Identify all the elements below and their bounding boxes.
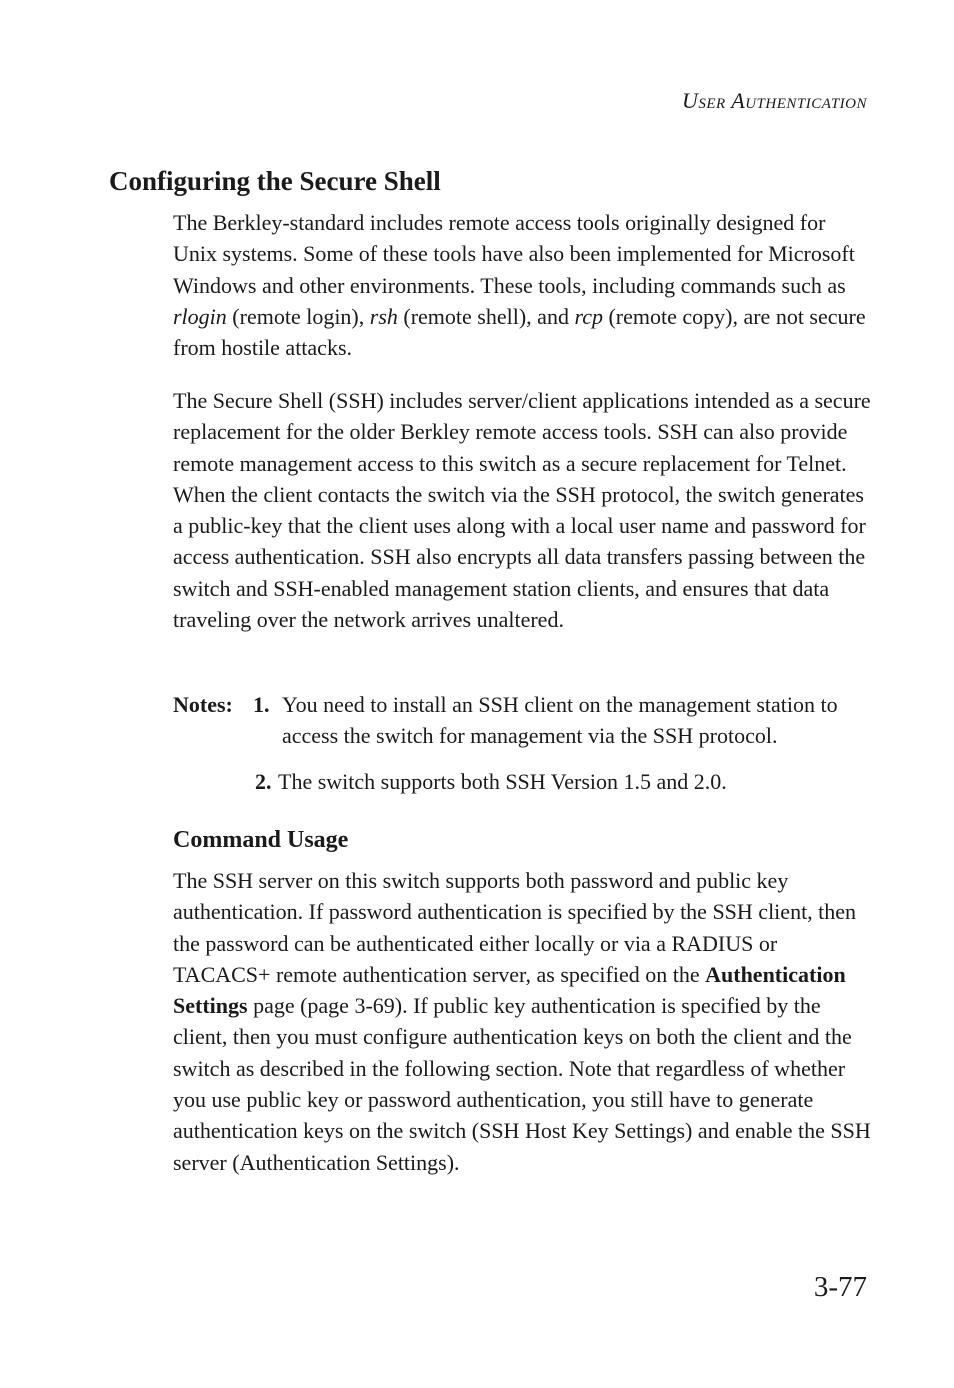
command-usage-paragraph — [173, 865, 873, 1178]
running-header: User Authentication — [681, 88, 867, 113]
note-number: 2. — [255, 769, 272, 794]
usage-text-2: page (page 3-69). If public key authentication is specified by the client, then you must configure authentication keys on both the client and the switch as described in the following section. Note that regardless of whether you use public key or password authentication, you still have to generate authentication keys on the switch (SSH Host Key Settings) and enable the SSH server (Authentication Settings). — [173, 993, 871, 1175]
para1-text-1: The Berkley-standard includes remote access tools originally designed for Unix systems. Some of these tools have also been implemented for Microsoft Windows and other environments. These tools, including commands such as — [173, 210, 855, 298]
section-title: Configuring the Secure Shell — [109, 166, 441, 196]
rlogin-command: rlogin — [173, 303, 227, 329]
ssh-description-paragraph: The Secure Shell (SSH) includes server/client applications intended as a secure replacement for the older Berkley remote access tools. SSH can also provide remote management access to this switch as a secure replacement for Telnet. When the client contacts the switch via the SSH protocol, the switch generates a public-key that the client uses along with a local user name and password for access authentication. SSH also encrypts all data transfers passing between the switch and SSH-enabled management station clients, and ensures that data traveling over the network arrives unaltered. — [173, 388, 871, 633]
rsh-command: rsh — [369, 303, 398, 329]
notes-block — [173, 689, 873, 798]
usage-text-1: The SSH server on this switch supports both password and public key authentication. If password authentication is specified by the SSH client, then the password can be authenticated either locally or via a RADIUS or TACACS+ remote authentication server, as specified on the — [173, 868, 857, 987]
rcp-command: rcp — [574, 303, 603, 329]
authentication-settings-reference: Authentication Settings — [173, 961, 846, 1019]
note-number: 1. — [253, 692, 270, 717]
note-item — [173, 766, 873, 798]
intro-paragraph — [173, 207, 873, 363]
subsection-title: Command Usage — [173, 827, 349, 853]
notes-label: Notes: — [173, 692, 233, 717]
note-text: You need to install an SSH client on the management station to access the switch for management via the SSH protocol. — [282, 692, 838, 749]
note-text: The switch supports both SSH Version 1.5 and 2.0. — [278, 769, 727, 794]
para1-text-4: (remote copy), are not secure from hostile attacks. — [173, 303, 866, 361]
page-number: 3-77 — [813, 1271, 867, 1303]
para1-text-2: (remote login), — [226, 303, 370, 329]
note-item — [173, 689, 873, 752]
para1-text-3: (remote shell), and — [397, 303, 575, 329]
